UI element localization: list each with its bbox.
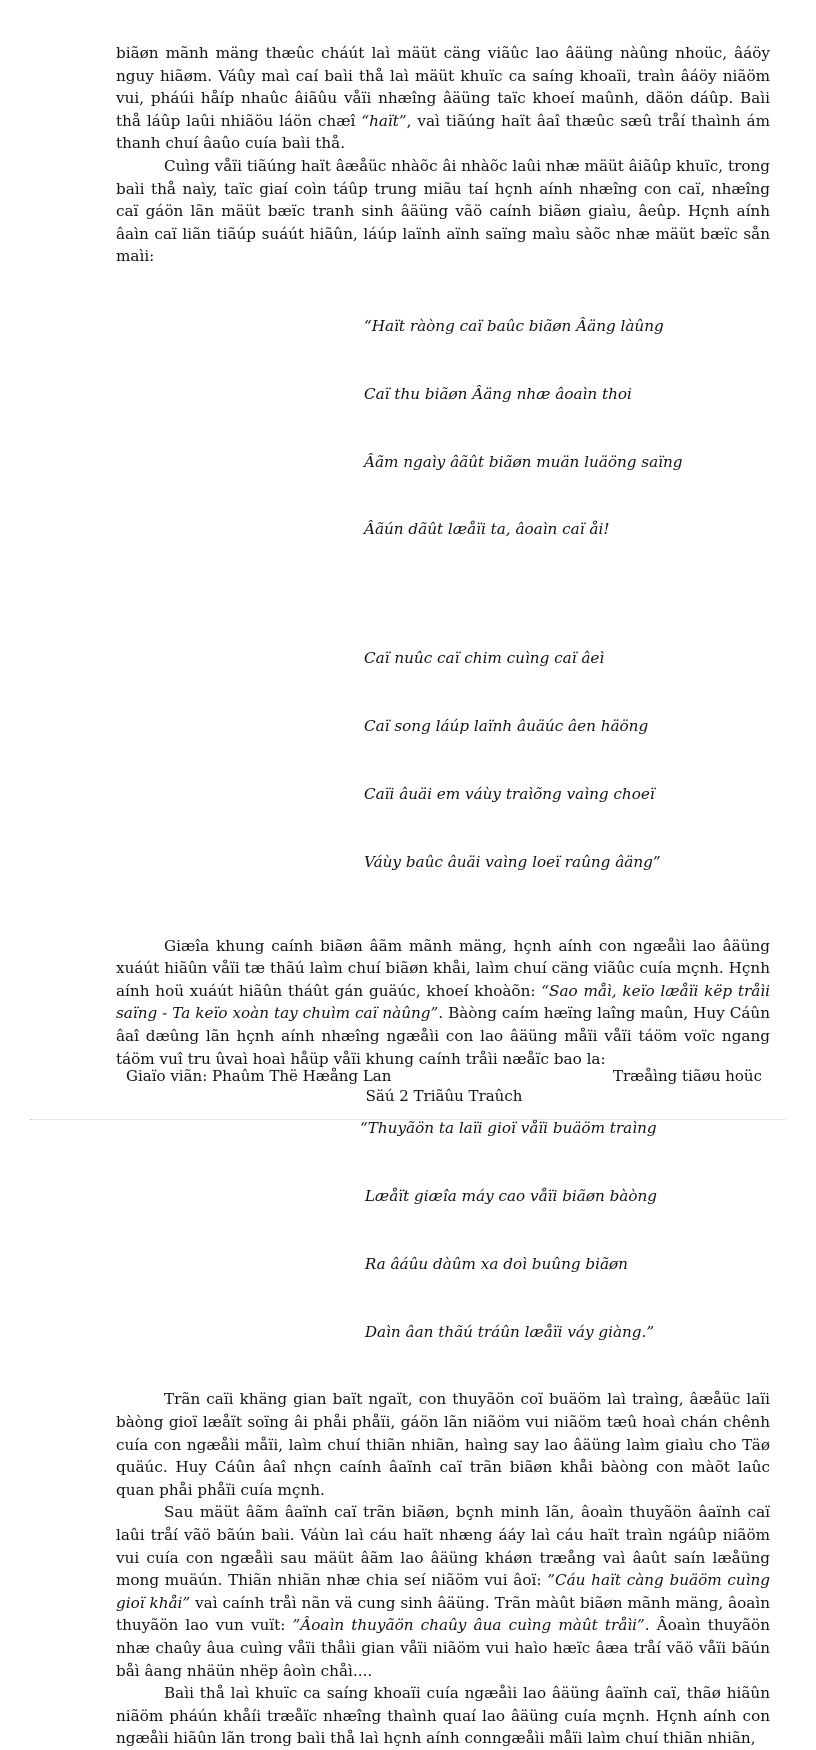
poem-line: Caï nuûc caï chim cuìng caï âeì [364, 649, 605, 668]
poem-stanza-1 [116, 270, 770, 586]
poem-line: Âãm ngaìy âãût biãøn muän luäöng saïng [364, 452, 683, 471]
paragraph-5-quote-2: ”Âoaìn thuyãön chaûy âua cuìng màût tråìi” [292, 1616, 645, 1635]
poem-line: “Thuyãön ta laïi gioï våïi buäöm traìng [360, 1119, 657, 1138]
paragraph-5-middle: vaì caính tråì nãn vä cung sinh âäüng. Trãn màût biãøn mãnh mäng, âoaìn thuyãön lao vun vuït: [116, 1593, 770, 1635]
footer-school: Træåìng tiãøu hoüc [612, 1067, 762, 1085]
paragraph-1 [116, 42, 770, 155]
footer-school-name: Säú 2 Triãûu Traûch [365, 1087, 523, 1105]
paragraph-5-text: Sau mäüt âãm âaïnh caï trãn biãøn, bçnh minh lãn, âoaìn thuyãön âaïnh caï laûi tråí vãö bãún baìi. Váùn laì cáu haït nhæng ááy laì cáu haït traìn ngáûp niãöm vui cuía con ngæåìi sau mäüt âãm lao âäüng kháøn træång vaì âaût saín læåüng mong muäún. Thiãn nhiãn nhæ chia seí niãöm vui âoï: [116, 1503, 770, 1590]
paragraph-3-end: . Bàòng caím hæïng laîng maûn, Huy Cáûn âaî dæûng lãn hçnh aính nhæîng ngæåìi con lao âäüng måïi våïi táöm voïc ngang táöm vuî tru ûvaì hoaì håüp våïi khung caính tråìi næåïc bao la: [116, 1004, 770, 1068]
paragraph-6-text: Baìi thå laì khuïc ca saíng khoaïi cuía ngæåìi lao âäüng âaïnh caï, thãø hiãûn niãöm pháún khåíi træåïc nhæîng thaình quaí lao âäüng cuía mçnh. Hçnh aính con ngæåìi hiãûn lãn trong baìi thå laì hçnh aính conngæåìi måïi laìm chuí thiãn nhiãn, [116, 1684, 770, 1748]
poem-line: “Haït ràòng caï baûc biãøn Âäng làûng [364, 317, 664, 336]
paragraph-5-quote-1: ”Cáu haït càng buäöm cuìng gioï khåi” [116, 1571, 770, 1612]
paragraph-3-text: Giæîa khung caính biãøn âãm mãnh mäng, hçnh aính con ngæåìi lao âäüng xuáút hiãûn våïi tæ thãú laìm chuí biãøn khåi, laìm chuí cäng viãûc cuía mçnh. Hçnh aính hoü xuáút hiãûn tháût gán guäúc, khoeí khoàõn: [116, 936, 770, 1000]
poem-line: Caï thu biãøn Âäng nhæ âoaìn thoi [364, 384, 632, 403]
poem-line: Caïi âuäi em váùy traìõng vaìng choeï [364, 785, 655, 803]
paragraph-4-text: Trãn caïi khäng gian baït ngaït, con thuyãön coï buäöm laì traìng, âæåüc laïi bàòng gioï læåït soïng âi phåi phåïi, gáön lãn niãöm vui niãöm tæû hoaì chán chênh cuía con ngæåìi måïi, laìm chuí thiãn nhiãn, haìng say lao âäüng laìm giaìu cho Täø quäúc. Huy Cáûn âaî nhçn caính âaïnh caï trãn biãøn khåi bàòng con màõt laûc quan phåi phåïi cuía mçnh. [116, 1390, 770, 1499]
quoted-word-hat: “haït” [361, 111, 407, 130]
document-body [116, 42, 770, 1750]
poem-line: Læåït giæîa máy cao våïi biãøn bàòng [360, 1187, 658, 1206]
paragraph-5-end: . Âoaìn thuyãön nhæ chaûy âua cuìng våïi thåìi gian våïi niãöm vui haìo hæïc âæa tråí vãö våïi bãún båì âang nhäün nhëp âoìn chåì.... [116, 1616, 770, 1680]
paragraph-3 [116, 935, 770, 1071]
paragraph-6 [116, 1682, 770, 1750]
paragraph-5 [116, 1501, 770, 1682]
page-bottom-divider [30, 1119, 786, 1120]
poem-line: Daìn âan thãú tráûn læåïi váy giàng.” [360, 1322, 655, 1341]
paragraph-4 [116, 1388, 770, 1501]
paragraph-2 [116, 155, 770, 268]
poem-line: Âãún dãût læåïi ta, âoaìn caï åi! [364, 520, 610, 539]
paragraph-1-end: , vaì tiãúng haït âaî thæûc sæû tråí thaình ám thanh chuí âaûo cuía baìi thå. [116, 111, 771, 153]
poem-line: Ra âáûu dàûm xa doì buûng biãøn [360, 1254, 628, 1273]
poem-line: Caï song láúp laïnh âuäúc âen häöng [364, 717, 649, 736]
poem-stanza-2 [116, 602, 770, 918]
footer-teacher: Giaïo viãn: Phaûm Thë Hæång Lan [126, 1067, 392, 1085]
paragraph-2-text: Cuìng våïi tiãúng haït âæåüc nhàõc âi nhàõc laûi nhæ mäüt âiãûp khuïc, trong baìi thå naìy, taïc giaí coìn táûp trung miãu taí hçnh aính nhæîng con caï, nhæîng caï gáön lãn mäüt bæïc tranh sinh âäüng vãö caính biãøn giaìu, âeûp. Hçnh aính âaìn caï liãn tiãúp suáút hiãûn, láúp laïnh aïnh saïng maìu sàõc nhæ mäüt bæïc sån maìi: [116, 156, 770, 266]
poem-line: Váùy baûc âuäi vaìng loeï raûng âäng” [364, 852, 661, 871]
paragraph-3-quote: “Sao måì, keïo læåïi këp tråìi saïng - Ta keïo xoàn tay chuìm caï nàûng” [116, 981, 770, 1023]
paragraph-1-text: biãøn mãnh mäng thæûc cháút laì mäüt cäng viãûc lao âäüng nàûng nhoüc, âáöy nguy hiãøm. Váûy maì caí baìi thå laì mäüt khuïc ca saíng khoaïi, traìn âáöy niãöm vui, pháúi håíp nhaûc âiãûu våïi nhæîng âäüng taïc khoeí maûnh, dãön dáûp. Baìi thå láûp laûi nhiãöu láön chæî [116, 44, 770, 130]
